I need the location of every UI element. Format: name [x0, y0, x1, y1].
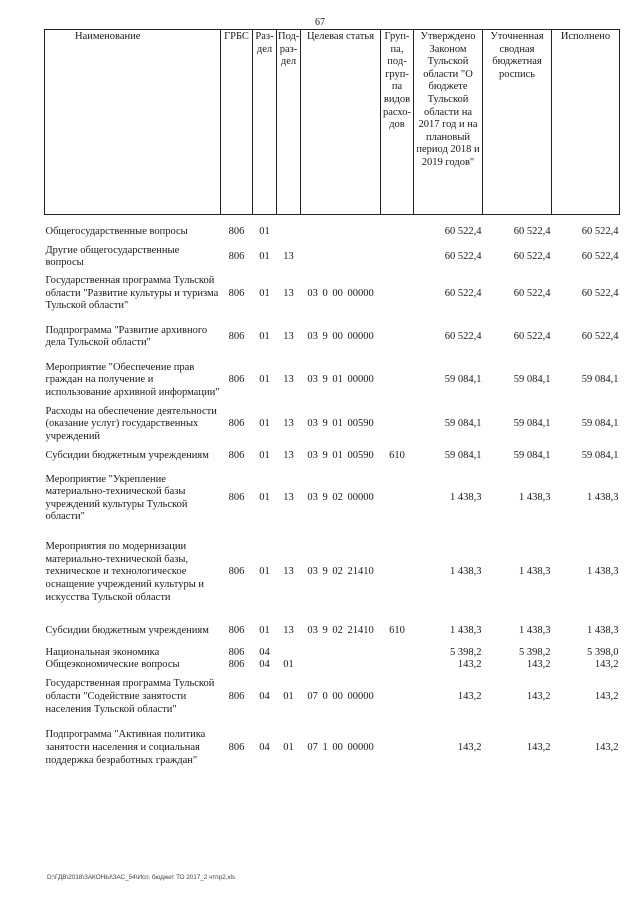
row-executed: 143,2 [594, 690, 619, 702]
row-approved: 5 398,2 [450, 646, 482, 658]
table-row [45, 406, 620, 444]
row-grbs: 806 [228, 374, 245, 386]
row-grbs: 806 [228, 741, 245, 753]
row-expense-group [381, 647, 414, 660]
row-refined: 59 084,1 [513, 449, 551, 461]
row-target-article [301, 647, 381, 660]
table-row [45, 659, 620, 672]
row-name: Субсидии бюджетным учреждениям [45, 449, 209, 461]
header-executed: Исполнено [552, 30, 620, 215]
row-executed: 59 084,1 [581, 418, 619, 430]
row-expense-group [381, 659, 414, 672]
row-executed: 143,2 [594, 741, 619, 753]
row-name: Мероприятие "Укрепление материально-технической базы учреждений культуры Тульской области" [45, 473, 188, 523]
table-header-row [45, 30, 620, 215]
row-approved: 1 438,3 [450, 625, 482, 637]
row-expense-group [381, 270, 414, 319]
row-target-article [301, 245, 381, 270]
row-podrazdel: 13 [283, 330, 294, 342]
row-refined: 59 084,1 [513, 418, 551, 430]
row-target-article: 03 0 00 00000 [307, 287, 374, 299]
header-grbs: ГРБС [221, 30, 253, 215]
row-grbs: 806 [228, 418, 245, 430]
row-grbs: 806 [228, 690, 245, 702]
row-target-article: 03 9 02 21410 [307, 625, 374, 637]
row-razdel: 01 [259, 492, 270, 504]
row-approved: 143,2 [457, 659, 482, 671]
row-approved: 60 522,4 [444, 287, 482, 299]
row-approved: 59 084,1 [444, 374, 482, 386]
budget-table [44, 29, 620, 774]
row-approved: 60 522,4 [444, 250, 482, 262]
row-name: Мероприятие "Обеспечение прав граждан на получение и использование архивной информации" [45, 361, 220, 398]
row-grbs: 806 [228, 449, 245, 461]
row-razdel: 01 [259, 418, 270, 430]
row-razdel: 01 [259, 226, 270, 238]
row-name: Государственная программа Тульской области "Содействие занятости населения Тульской области" [45, 678, 215, 715]
row-name: Государственная программа Тульской области "Развитие культуры и туризма Тульской области" [45, 275, 219, 312]
row-refined: 60 522,4 [513, 250, 551, 262]
row-grbs: 806 [228, 250, 245, 262]
row-name: Подпрограмма "Активная политика занятости населения и социальная поддержка безработных граждан" [45, 729, 206, 766]
row-grbs: 806 [228, 287, 245, 299]
row-grbs: 806 [228, 492, 245, 504]
header-razdel: Раз-дел [253, 30, 277, 215]
file-path-footer: D:\ГДВ\2018\ЗАКОНЫ\ЗАС_54\Исп. бюджет ТО 2017_2 чтпр2.xls [47, 874, 235, 881]
table-row [45, 270, 620, 319]
row-expense-group [381, 221, 414, 245]
row-executed: 59 084,1 [581, 374, 619, 386]
row-razdel: 01 [259, 449, 270, 461]
table-row [45, 469, 620, 529]
row-target-article [301, 659, 381, 672]
row-executed: 60 522,4 [581, 226, 619, 238]
row-approved: 143,2 [457, 690, 482, 702]
row-target-article [301, 221, 381, 245]
row-approved: 143,2 [457, 741, 482, 753]
header-expense-group: Груп-па, под-груп-па видов расхо-дов [381, 30, 414, 215]
row-approved: 60 522,4 [444, 330, 482, 342]
row-name: Субсидии бюджетным учреждениям [45, 625, 209, 637]
row-executed: 60 522,4 [581, 250, 619, 262]
row-approved: 59 084,1 [444, 418, 482, 430]
row-podrazdel: 01 [283, 659, 294, 671]
row-grbs: 806 [228, 330, 245, 342]
row-podrazdel: 01 [283, 741, 294, 753]
row-refined: 143,2 [526, 659, 551, 671]
row-razdel: 01 [259, 287, 270, 299]
row-refined: 60 522,4 [513, 330, 551, 342]
table-row [45, 647, 620, 660]
row-podrazdel: 13 [283, 287, 294, 299]
row-executed: 60 522,4 [581, 287, 619, 299]
header-name: Наименование [45, 30, 221, 215]
row-executed: 60 522,4 [581, 330, 619, 342]
row-name: Общеэкономические вопросы [45, 659, 180, 671]
table-row [45, 444, 620, 469]
table-row [45, 319, 620, 356]
row-expense-group [381, 356, 414, 406]
row-expense-group [381, 245, 414, 270]
table-body [45, 215, 620, 775]
row-razdel: 01 [259, 625, 270, 637]
table-row [45, 356, 620, 406]
row-expense-group [381, 406, 414, 444]
row-razdel: 04 [259, 741, 270, 753]
row-grbs: 806 [228, 625, 245, 637]
table-row [45, 672, 620, 722]
row-refined: 5 398,2 [519, 646, 551, 658]
row-refined: 143,2 [526, 741, 551, 753]
row-expense-group: 610 [389, 449, 405, 461]
row-name: Другие общегосударственные вопросы [45, 244, 180, 269]
row-podrazdel: 13 [283, 625, 294, 637]
row-refined: 60 522,4 [513, 287, 551, 299]
row-executed: 1 438,3 [587, 566, 619, 578]
row-target-article: 03 9 00 00000 [307, 330, 374, 342]
row-razdel: 01 [259, 566, 270, 578]
row-approved: 59 084,1 [444, 449, 482, 461]
row-expense-group [381, 469, 414, 529]
row-podrazdel: 13 [283, 374, 294, 386]
header-target-article: Целевая статья [301, 30, 381, 215]
row-executed: 59 084,1 [581, 449, 619, 461]
row-podrazdel: 01 [283, 690, 294, 702]
row-target-article: 03 9 01 00590 [307, 449, 374, 461]
row-refined: 60 522,4 [513, 226, 551, 238]
row-expense-group: 610 [389, 625, 405, 637]
row-podrazdel: 13 [283, 449, 294, 461]
row-grbs: 806 [228, 566, 245, 578]
row-podrazdel: 13 [283, 566, 294, 578]
row-razdel: 01 [259, 330, 270, 342]
row-name: Общегосударственные вопросы [45, 226, 188, 238]
row-razdel: 01 [259, 250, 270, 262]
row-razdel: 04 [259, 659, 270, 671]
row-podrazdel: 13 [283, 250, 294, 262]
row-approved: 1 438,3 [450, 566, 482, 578]
row-executed: 1 438,3 [587, 625, 619, 637]
row-name: Подпрограмма "Развитие архивного дела Тульской области" [45, 324, 208, 349]
row-refined: 59 084,1 [513, 374, 551, 386]
table-row [45, 722, 620, 774]
row-approved: 60 522,4 [444, 226, 482, 238]
row-grbs: 806 [228, 659, 245, 671]
row-expense-group [381, 319, 414, 356]
table-row [45, 617, 620, 647]
row-refined: 143,2 [526, 690, 551, 702]
row-target-article: 07 0 00 00000 [307, 690, 374, 702]
row-target-article: 03 9 02 21410 [307, 566, 374, 578]
table-row [45, 529, 620, 617]
header-approved: Утверждено Законом Тульской области "О бюджете Тульской области на 2017 год и на плановый период 2018 и 2019 годов" [414, 30, 483, 215]
row-executed: 5 398,0 [587, 646, 619, 658]
row-name: Расходы на обеспечение деятельности (оказание услуг) государственных учреждений [45, 405, 217, 442]
row-podrazdel [277, 647, 301, 660]
row-executed: 143,2 [594, 659, 619, 671]
row-target-article: 07 1 00 00000 [307, 741, 374, 753]
header-podrazdel: Под-раз-дел [277, 30, 301, 215]
row-podrazdel [277, 221, 301, 245]
row-approved: 1 438,3 [450, 492, 482, 504]
row-grbs: 806 [228, 226, 245, 238]
row-target-article: 03 9 01 00000 [307, 374, 374, 386]
row-name: Мероприятия по модернизации материально-технической базы, техническое и технологическое оснащение учреждений культуры и искусства Тульской области [45, 541, 205, 603]
page-number: 67 [315, 17, 325, 28]
row-expense-group [381, 672, 414, 722]
row-name: Национальная экономика [45, 646, 160, 658]
row-refined: 1 438,3 [519, 566, 551, 578]
row-executed: 1 438,3 [587, 492, 619, 504]
row-expense-group [381, 529, 414, 617]
row-razdel: 04 [259, 690, 270, 702]
row-podrazdel: 13 [283, 492, 294, 504]
row-refined: 1 438,3 [519, 625, 551, 637]
row-grbs: 806 [228, 646, 245, 658]
row-expense-group [381, 722, 414, 774]
row-refined: 1 438,3 [519, 492, 551, 504]
table-row [45, 221, 620, 245]
header-refined: Уточненная сводная бюджетная роспись [483, 30, 552, 215]
table-row [45, 245, 620, 270]
row-podrazdel: 13 [283, 418, 294, 430]
row-target-article: 03 9 02 00000 [307, 492, 374, 504]
row-target-article: 03 9 01 00590 [307, 418, 374, 430]
row-razdel: 01 [259, 374, 270, 386]
row-razdel: 04 [259, 646, 270, 658]
